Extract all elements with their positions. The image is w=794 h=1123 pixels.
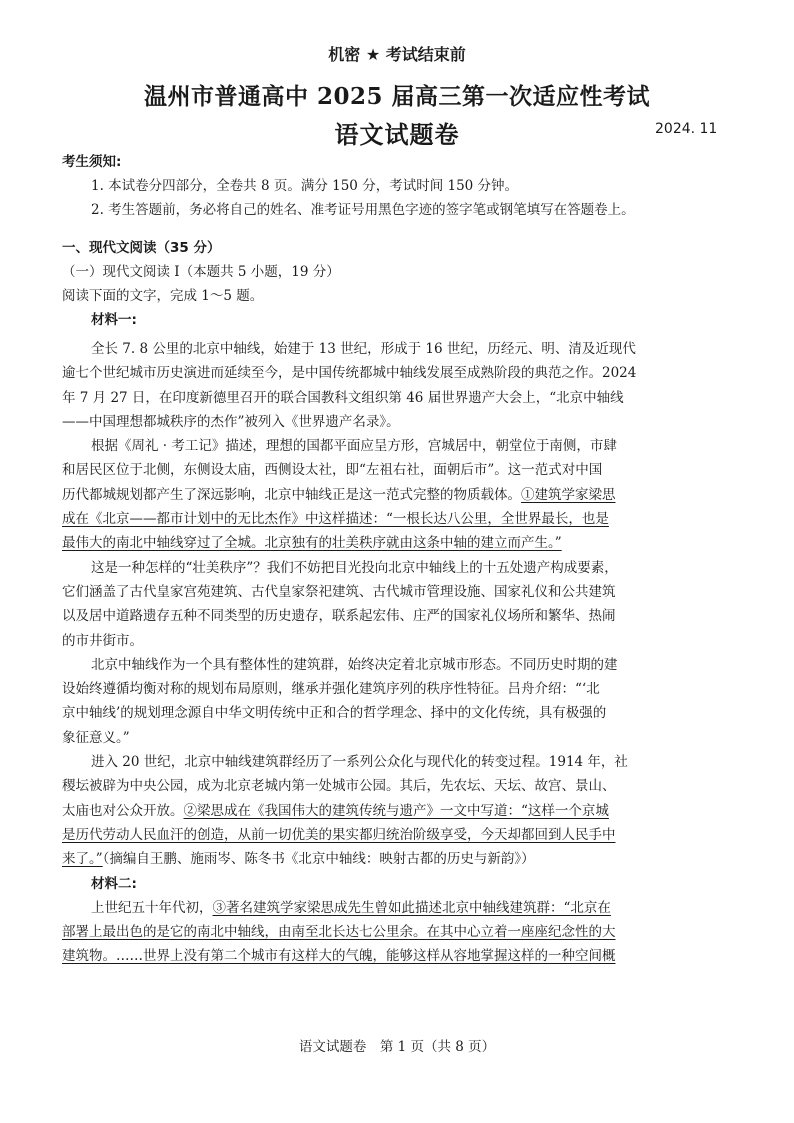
paragraph-3-line: 以及居中道路遗存五种不同类型的历史遗存，联系起宏伟、庄严的国家礼仪场所和繁华、热闹 xyxy=(62,608,616,625)
confidential-label: 机密 ★ 考试结束前 xyxy=(328,45,466,64)
underlined-quote-2: 来了。” xyxy=(62,851,103,868)
candidate-notice xyxy=(62,150,734,222)
paragraph-1-line: 逾七个世纪城市历史演进而延续至今，是中国传统都城中轴线发展至成熟阶段的典范之作。2024 xyxy=(62,365,637,382)
paragraph-2-line xyxy=(62,507,734,531)
paragraph-1-line: 全长 7. 8 公里的北京中轴线，始建于 13 世纪，形成于 16 世纪，历经元、明、清及近现代 xyxy=(91,341,636,357)
exam-date: 2024. 11 xyxy=(655,121,718,137)
paragraph-6-line xyxy=(62,944,734,968)
paragraph-5-line xyxy=(62,799,734,823)
reading-section xyxy=(62,236,734,332)
paragraph-4-line: 京中轴线’的规划理念源自中华文明传统中正和合的哲学理念、择中的文化传统，具有极强的 xyxy=(62,705,607,722)
underlined-quote-1: 最伟大的南北中轴线穿过了全城。北京独有的壮美秩序就由这条中轴的建立而产生。” xyxy=(62,535,562,552)
underlined-quote-3: 部署上最出色的是它的南北中轴线，由南至北长达七公里余。在其中心立着一座座纪念性的大 xyxy=(62,924,616,941)
paragraph-2-line xyxy=(62,531,734,555)
material-1-label: 材料一: xyxy=(91,312,137,328)
material-2-label: 材料二: xyxy=(91,875,137,892)
underlined-quote-2: 是历代劳动人民血汗的创造，从前一切优美的果实都归统治阶级享受，今天却都回到人民手中 xyxy=(62,826,616,843)
paper-subtitle: 语文试题卷 xyxy=(334,120,460,149)
paragraph-5-line: 进入 20 世纪，北京中轴线建筑群经历了一系列公众化与现代化的转变过程。1914 年，社 xyxy=(91,754,628,771)
notice-heading: 考生须知: xyxy=(62,154,122,170)
underlined-quote-3: ③著名建筑学家梁思成先生曾如此描述北京中轴线建筑群：“北京在 xyxy=(212,899,611,916)
paragraph-4-line: 北京中轴线作为一个具有整体性的建筑群，始终决定着北京城市形态。不同历史时期的建 xyxy=(91,656,618,673)
plain-text: 上世纪五十年代初， xyxy=(91,899,213,916)
paragraph-2-line: 根据《周礼 · 考工记》描述，理想的国都平面应呈方形，宫城居中，朝堂位于南侧，市肆 xyxy=(91,438,617,455)
paragraph-3-line: 的市井街市。 xyxy=(62,632,143,649)
exam-title: 温州市普通高中 2025 届高三第一次适应性考试 xyxy=(143,83,651,110)
paragraph-6-line xyxy=(62,920,734,944)
paragraph-5-line: 稷坛被辟为中央公园，成为北京老城内第一处城市公园。其后，先农坛、天坛、故宫、景山、 xyxy=(62,778,616,795)
paragraph-5-line xyxy=(62,847,734,871)
underlined-quote-1: ①建筑学家梁思 xyxy=(521,486,616,503)
plain-text: 太庙也对公众开放。 xyxy=(62,802,184,819)
paragraph-5-line xyxy=(62,823,734,847)
underlined-quote-2: ②梁思成在《我国伟大的建筑传统与遗产》一文中写道：“这样一个京城 xyxy=(183,802,609,819)
plain-text: 历代都城规划都产生了深远影响，北京中轴线正是这一范式完整的物质载体。 xyxy=(62,486,521,503)
reading-instruction: 阅读下面的文字，完成 1～5 题。 xyxy=(62,288,264,304)
paragraph-3-line: 这是一种怎样的“壮美秩序”？我们不妨把目光投向北京中轴线上的十五处遗产构成要素， xyxy=(91,559,618,576)
paragraph-2-line xyxy=(62,483,734,507)
subsection-title: （一）现代文阅读 I（本题共 5 小题，19 分） xyxy=(62,264,340,280)
paragraph-4-line: 设始终遵循均衡对称的规划布局原则，继承并强化建筑序列的秩序性特征。吕舟介绍：“‘北 xyxy=(62,681,600,698)
section-title: 一、现代文阅读（35 分） xyxy=(62,240,221,256)
notice-item-2: 2. 考生答题前，务必将自己的姓名、准考证号用黑色字迹的签字笔或钢笔填写在答题卷上。 xyxy=(91,202,635,218)
notice-item-1: 1. 本试卷分四部分，全卷共 8 页。满分 150 分，考试时间 150 分钟。 xyxy=(91,178,519,194)
underlined-quote-3: 建筑物。……世界上没有第二个城市有这样大的气魄，能够这样从容地掌握这样的一种空间概 xyxy=(62,948,616,965)
paragraph-6-line xyxy=(62,896,734,920)
source-citation: （摘编自王鹏、施雨岑、陈冬书《北京中轴线：映射古都的历史与新韵》） xyxy=(102,851,535,868)
paragraph-1-line: 年 7 月 27 日，在印度新德里召开的联合国教科文组织第 46 届世界遗产大会上，“北京中轴线 xyxy=(62,389,624,406)
paragraph-2-line: 和居民区位于北侧，东侧设太庙，西侧设太社，即“左祖右社，面朝后市”。这一范式对中国 xyxy=(62,462,603,479)
passage xyxy=(62,337,734,969)
underlined-quote-1: 成在《北京——都市计划中的无比杰作》中这样描述：“一根长达八公里，全世界最长，也是 xyxy=(62,511,609,528)
paragraph-1-line: ——中国理想都城秩序的杰作”被列入《世界遗产名录》。 xyxy=(62,413,400,430)
page-footer: 语文试题卷 第 1 页（共 8 页） xyxy=(298,1039,496,1055)
paragraph-4-line: 象征意义。” xyxy=(62,729,130,746)
paragraph-3-line: 它们涵盖了古代皇家宫苑建筑、古代皇家祭祀建筑、古代城市管理设施、国家礼仪和公共建筑 xyxy=(62,583,616,600)
